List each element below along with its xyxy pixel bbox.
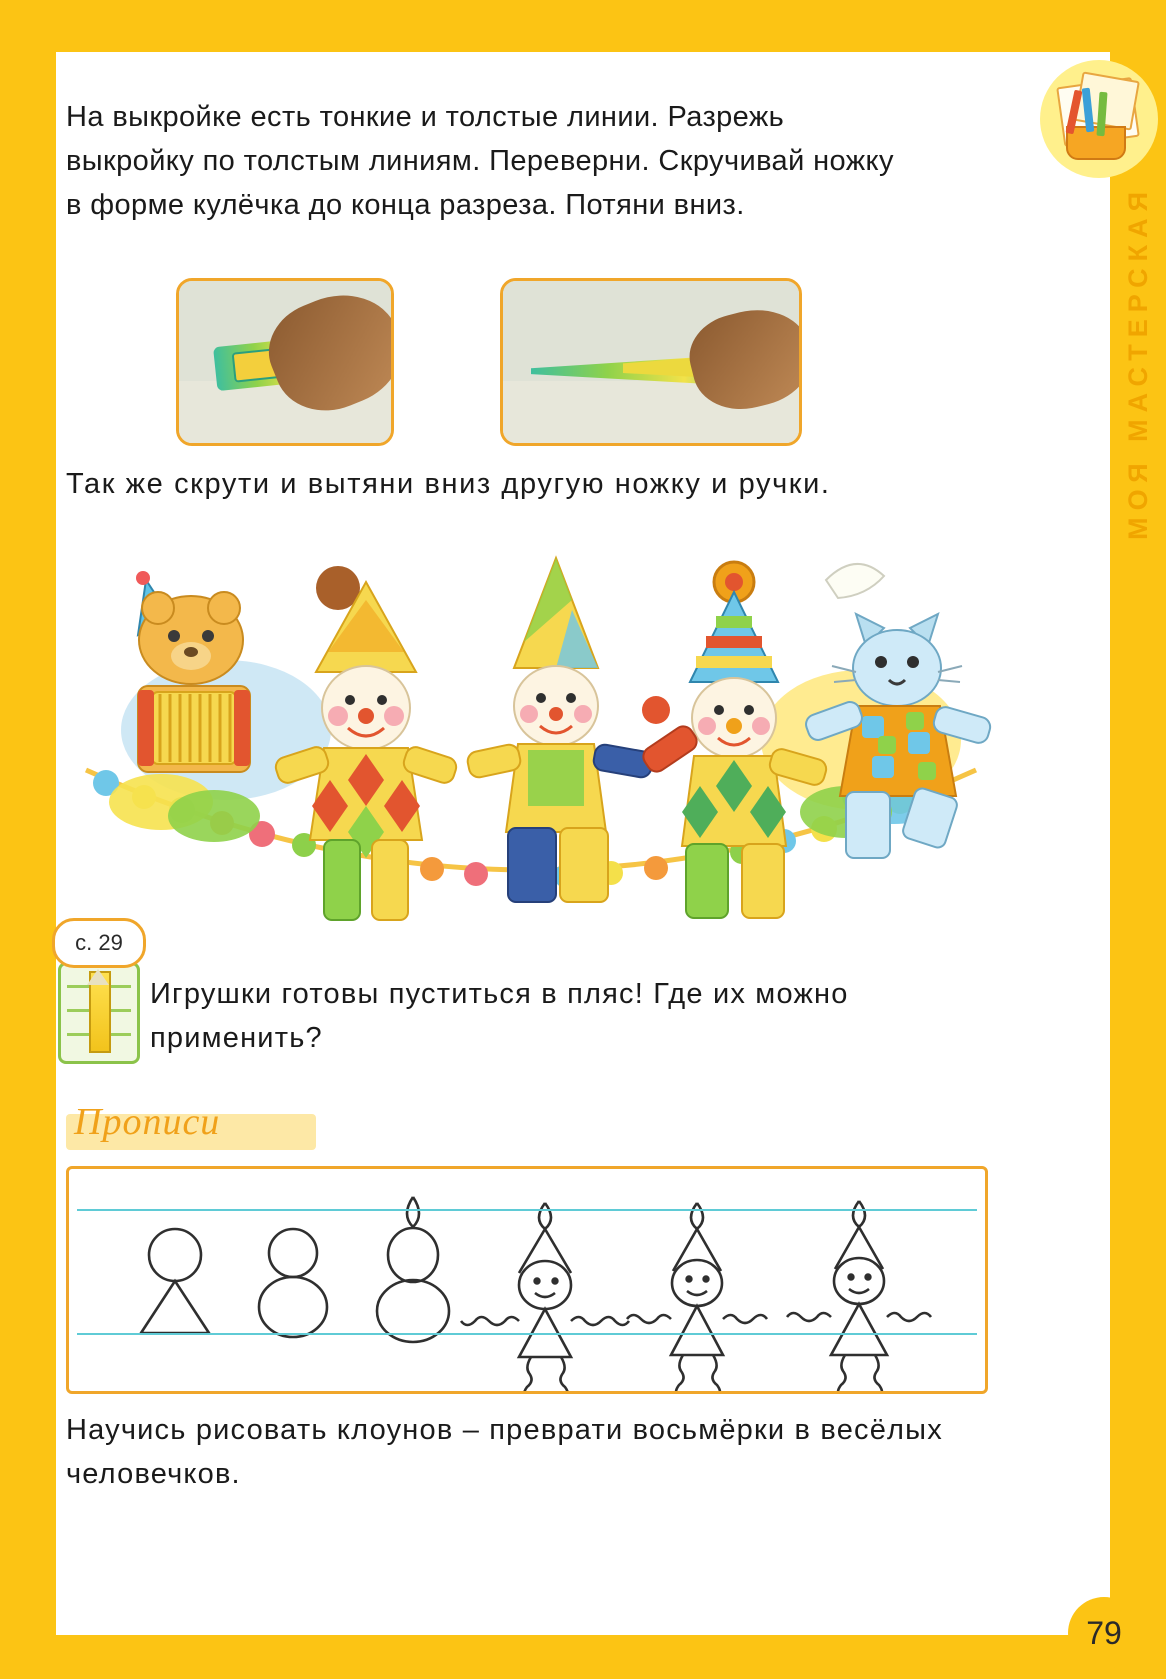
figure-eight-2 (259, 1229, 327, 1337)
workshop-badge-icon (1040, 60, 1158, 178)
guide-line-top (77, 1209, 977, 1211)
page-frame-left (0, 0, 56, 1679)
page-number: 79 (1068, 1597, 1140, 1669)
photo-step-1 (176, 278, 394, 446)
clown-sketch-2 (627, 1203, 767, 1391)
instruction-paragraph-second: Так же скрути и вытяни вниз другую ножку и ручки. (66, 468, 831, 500)
propisi-heading (66, 1098, 326, 1156)
photo-step-2 (500, 278, 802, 446)
figure-eight-1 (141, 1229, 209, 1333)
pencil-tip-icon (87, 969, 109, 985)
side-tab (1112, 185, 1164, 865)
page-frame-bottom (0, 1635, 1166, 1679)
practice-figures (69, 1169, 985, 1391)
page-reference-badge: с. 29 (52, 918, 146, 968)
figure-eight-3 (377, 1197, 449, 1342)
closing-paragraph: Научись рисовать клоунов – преврати восьмёрки в весёлых человечков. (66, 1414, 943, 1490)
guide-line-bottom (77, 1333, 977, 1335)
propisi-heading-label: Прописи (74, 1101, 221, 1143)
toys-scene (66, 540, 996, 960)
side-tab-label: МОЯ МАСТЕРСКАЯ (1122, 185, 1153, 540)
toys-illustration (66, 540, 996, 960)
page-frame-top (0, 0, 1166, 52)
clown-sketch-3 (787, 1201, 931, 1391)
handwriting-practice-box (66, 1166, 988, 1394)
clown-sketch-1 (461, 1203, 629, 1391)
instruction-paragraph-main: На выкройке есть тонкие и толстые линии. Разрежь выкройку по толстым линиям. Переверни. Скручивай ножку в форме кулёчка до конца разреза. Потяни вниз. (66, 101, 894, 221)
toy-clown-2 (466, 558, 654, 902)
question-paragraph: Игрушки готовы пуститься в пляс! Где их можно применить? (150, 978, 849, 1054)
pencil-notebook-icon (58, 962, 140, 1064)
